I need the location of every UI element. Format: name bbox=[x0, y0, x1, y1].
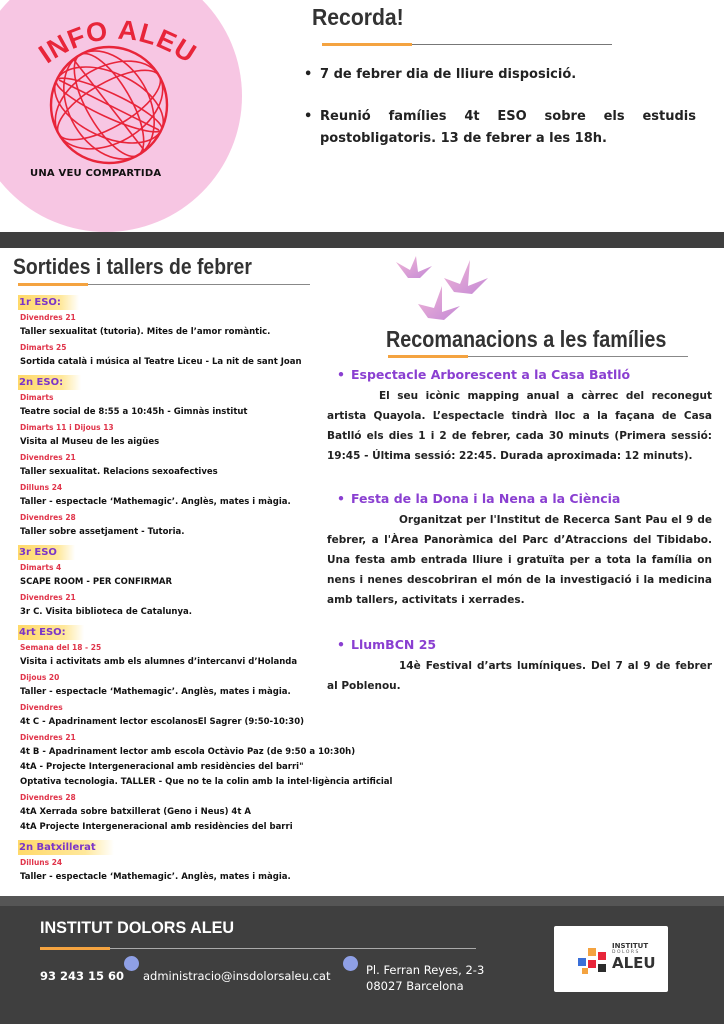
footer-address-line: 08027 Barcelona bbox=[366, 979, 464, 993]
recomanacio-heading: • LlumBCN 25 bbox=[327, 634, 712, 656]
email-bullet-icon bbox=[124, 956, 139, 971]
footer-stripe bbox=[0, 896, 724, 906]
recorda-title: Recorda! bbox=[312, 4, 404, 30]
schedule-activity-row bbox=[20, 325, 390, 340]
birds-illustration-icon bbox=[392, 248, 502, 324]
schedule-date: Dimarts 11 i Dijous 13 bbox=[20, 423, 114, 432]
schedule-date-row bbox=[20, 700, 390, 715]
recomanacio-body: El seu icònic mapping anual a càrrec del reconegut artista Quayola. L’espectacle tindrà lloc a la façana de Casa Batlló els dies 1 i 2 de febrer, cada 30 minuts (Primera sessió: 19:45 - Última sessió: 22:45. Durada aproximada: 12 minuts). bbox=[327, 390, 712, 462]
footer-address bbox=[366, 962, 484, 994]
recorda-list bbox=[304, 64, 696, 150]
recomanacio-item bbox=[327, 364, 712, 466]
schedule-date: Divendres 28 bbox=[20, 793, 76, 802]
schedule-activity-row bbox=[20, 805, 390, 820]
footer-email-link[interactable]: administracio@insdolorsaleu.cat bbox=[143, 969, 331, 983]
schedule-grade-label: 2n ESO: bbox=[18, 375, 81, 390]
footer-address-line: Pl. Ferran Reyes, 2-3 bbox=[366, 963, 485, 977]
recomanacio-heading: • Espectacle Arborescent a la Casa Batlló bbox=[327, 364, 712, 386]
recomanacio-item bbox=[327, 488, 712, 610]
recomanacio-body: 14è Festival d’arts lumíniques. Del 7 al 9 de febrer al Poblenou. bbox=[327, 660, 712, 692]
schedule-activity-row bbox=[20, 715, 390, 730]
schedule-date: Divendres 21 bbox=[20, 593, 76, 602]
schedule-date: Divendres 21 bbox=[20, 733, 76, 742]
school-logo bbox=[554, 926, 668, 992]
school-logo-line3: ALEU bbox=[612, 954, 656, 972]
schedule-activity-row bbox=[20, 870, 390, 885]
schedule-grade-row bbox=[20, 290, 390, 310]
schedule-activity: 4tA Projecte Intergeneracional amb residències del barri bbox=[20, 822, 293, 832]
footer-school-name: INSTITUT DOLORS ALEU bbox=[40, 918, 235, 937]
recorda-item: • 7 de febrer dia de lliure disposició. bbox=[304, 64, 696, 86]
schedule-grade-label: 3r ESO bbox=[18, 545, 75, 560]
schedule-activity: 4tA Xerrada sobre batxillerat (Geno i Neus) 4t A bbox=[20, 807, 251, 817]
schedule-date-row bbox=[20, 790, 390, 805]
logo-title-text: INFO ALEU bbox=[33, 14, 203, 70]
section-divider-band bbox=[0, 232, 724, 248]
schedule-activity: Visita i activitats amb els alumnes d’intercanvi d’Holanda bbox=[20, 657, 298, 667]
schedule-activity-row bbox=[20, 745, 390, 760]
schedule-activity: Taller - espectacle ‘Mathemagic’. Anglès, mates i màgia. bbox=[20, 872, 291, 882]
footer-phone: 93 243 15 60 bbox=[40, 969, 125, 983]
schedule-date-row bbox=[20, 310, 390, 325]
schedule-date: Dimarts bbox=[20, 393, 54, 402]
school-logo-line2: DOLORS bbox=[612, 950, 640, 955]
schedule-date: Dilluns 24 bbox=[20, 858, 63, 867]
recorda-divider bbox=[322, 44, 612, 45]
footer-divider bbox=[40, 948, 476, 949]
sortides-divider bbox=[18, 284, 310, 285]
sortides-title: Sortides i tallers de febrer bbox=[13, 254, 252, 279]
footer bbox=[0, 896, 724, 1024]
recomanacio-heading: • Festa de la Dona i la Nena a la Ciència bbox=[327, 488, 712, 510]
schedule-grade-label: 1r ESO: bbox=[18, 295, 79, 310]
recomanacions-title: Recomanacions a les famílies bbox=[386, 326, 667, 352]
schedule-activity: 4t B - Apadrinament lector amb escola Octàvio Paz (de 9:50 a 10:30h) bbox=[20, 747, 356, 757]
schedule-activity: 4t C - Apadrinament lector escolanosEl Sagrer (9:50-10:30) bbox=[20, 717, 304, 727]
recorda-item: • Reunió famílies 4t ESO sobre els estudis postobligatoris. 13 de febrer a les 18h. bbox=[304, 106, 696, 150]
schedule-activity: Teatre social de 8:55 a 10:45h - Gimnàs institut bbox=[20, 407, 248, 417]
schedule-activity: Taller sobre assetjament - Tutoria. bbox=[20, 527, 185, 537]
recomanacio-body: Organitzat per l'Institut de Recerca Sant Pau el 9 de febrer, a l'Àrea Panoràmica del Parc d’Atraccions del Tibidabo. Una festa amb entrada lliure i gratuïta per a tota la família on nens i nenes descobriran el món de la investigació i la medicina amb tallers, activitats i xerrades. bbox=[327, 514, 712, 606]
recomanacions-divider bbox=[388, 356, 688, 357]
recomanacio-item bbox=[327, 634, 712, 696]
schedule-grade-row bbox=[20, 835, 390, 855]
schedule-date: Dimarts 25 bbox=[20, 343, 67, 352]
schedule-activity-row bbox=[20, 760, 390, 775]
schedule-activity: Visita al Museu de les aigües bbox=[20, 437, 160, 447]
schedule-activity: Taller - espectacle ‘Mathemagic’. Anglès, mates i màgia. bbox=[20, 687, 291, 697]
schedule-date: Dilluns 24 bbox=[20, 483, 63, 492]
schedule-date: Divendres 21 bbox=[20, 313, 76, 322]
schedule-date-row bbox=[20, 340, 390, 355]
logo-subtitle: UNA VEU COMPARTIDA bbox=[30, 168, 162, 179]
schedule-date-row bbox=[20, 855, 390, 870]
schedule-grade-label: 2n Batxillerat bbox=[18, 840, 114, 855]
schedule-activity-row bbox=[20, 775, 393, 790]
schedule-date: Dijous 20 bbox=[20, 673, 60, 682]
schedule-activity: SCAPE ROOM - PER CONFIRMAR bbox=[20, 577, 173, 587]
globe-icon bbox=[44, 40, 174, 170]
schedule-activity: Sortida català i música al Teatre Liceu - La nit de sant Joan bbox=[20, 357, 302, 367]
school-logo-mark-icon bbox=[576, 948, 608, 974]
schedule-activity-row bbox=[20, 465, 390, 480]
schedule-activity-row bbox=[20, 820, 390, 835]
address-bullet-icon bbox=[343, 956, 358, 971]
schedule-activity: 3r C. Visita biblioteca de Catalunya. bbox=[20, 607, 192, 617]
schedule-grade-label: 4rt ESO: bbox=[18, 625, 84, 640]
schedule-date-row bbox=[20, 730, 390, 745]
schedule-date: Semana del 18 - 25 bbox=[20, 643, 102, 652]
schedule-activity: 4tA - Projecte Intergeneracional amb residències del barri" bbox=[20, 762, 304, 772]
schedule-date: Divendres bbox=[20, 703, 63, 712]
schedule-date: Divendres 28 bbox=[20, 513, 76, 522]
schedule-date: Divendres 21 bbox=[20, 453, 76, 462]
school-logo-line1: INSTITUT bbox=[612, 942, 649, 950]
schedule-activity: Taller sexualitat. Relacions sexoafectives bbox=[20, 467, 218, 477]
schedule-activity: Taller sexualitat (tutoria). Mites de l’amor romàntic. bbox=[20, 327, 271, 337]
schedule-date: Dimarts 4 bbox=[20, 563, 62, 572]
schedule-activity: Optativa tecnologia. TALLER - Que no te la colin amb la intel·ligència artificial bbox=[20, 777, 393, 787]
schedule-activity: Taller - espectacle ‘Mathemagic’. Anglès, mates i màgia. bbox=[20, 497, 291, 507]
